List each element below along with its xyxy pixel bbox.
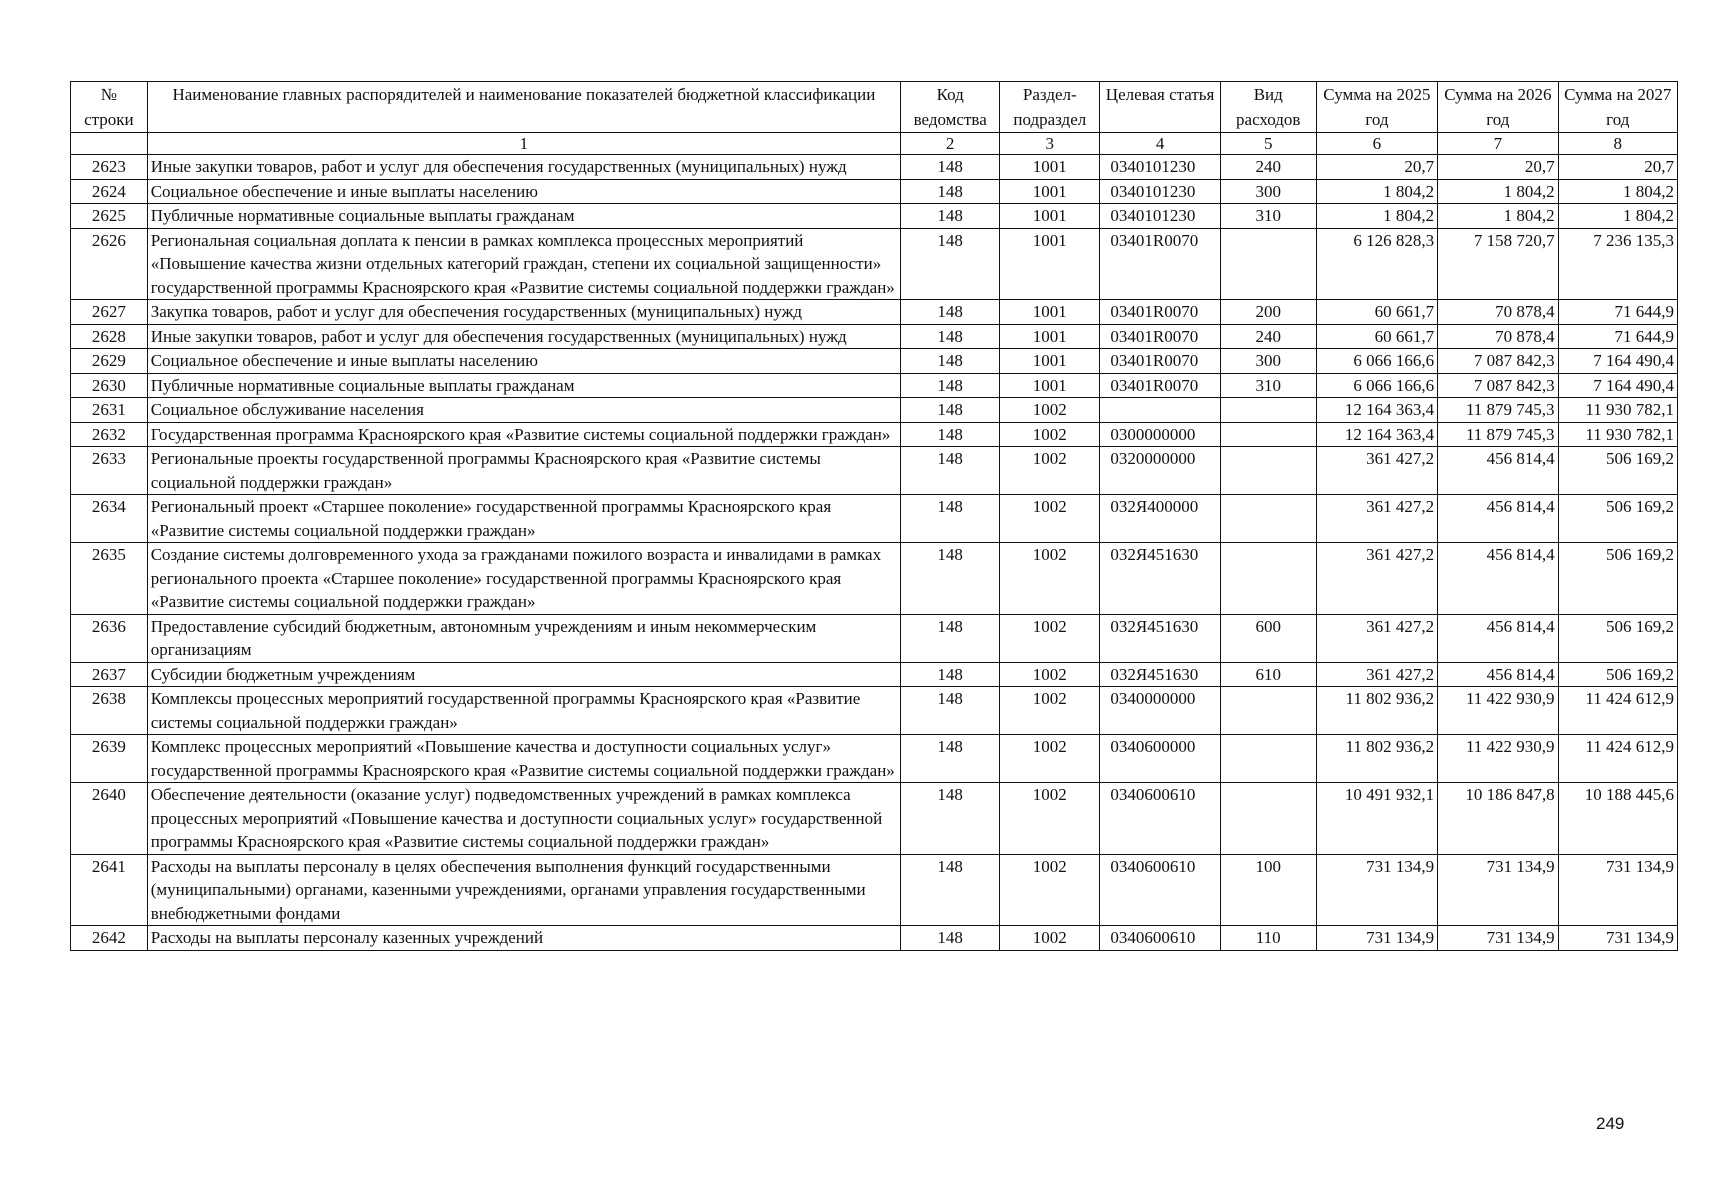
expense-type-cell: 310 bbox=[1220, 373, 1316, 398]
sum-2025-cell: 731 134,9 bbox=[1316, 926, 1437, 951]
name-cell: Публичные нормативные социальные выплаты гражданам bbox=[147, 373, 900, 398]
row-number-cell: 2628 bbox=[71, 324, 148, 349]
name-cell: Расходы на выплаты персоналу казенных учреждений bbox=[147, 926, 900, 951]
sum-2025-cell: 6 126 828,3 bbox=[1316, 228, 1437, 300]
sum-2027-cell: 731 134,9 bbox=[1558, 926, 1677, 951]
table-row bbox=[71, 662, 1678, 687]
expense-type-cell bbox=[1220, 495, 1316, 543]
sum-2026-cell: 731 134,9 bbox=[1438, 926, 1558, 951]
expense-type-cell: 600 bbox=[1220, 614, 1316, 662]
section-cell: 1001 bbox=[1000, 373, 1100, 398]
section-cell: 1002 bbox=[1000, 687, 1100, 735]
expense-type-cell: 100 bbox=[1220, 854, 1316, 926]
table-row bbox=[71, 373, 1678, 398]
row-number-cell: 2630 bbox=[71, 373, 148, 398]
name-cell: Государственная программа Красноярского края «Развитие системы социальной поддержки граждан» bbox=[147, 422, 900, 447]
sum-2025-cell: 12 164 363,4 bbox=[1316, 422, 1437, 447]
row-number-cell: 2629 bbox=[71, 349, 148, 374]
sum-2026-cell: 1 804,2 bbox=[1438, 204, 1558, 229]
row-number-cell: 2631 bbox=[71, 398, 148, 423]
sum-2026-cell: 10 186 847,8 bbox=[1438, 783, 1558, 855]
header-name: Наименование главных распорядителей и наименование показателей бюджетной классификации bbox=[147, 82, 900, 133]
sum-2026-cell: 7 158 720,7 bbox=[1438, 228, 1558, 300]
row-number-cell: 2642 bbox=[71, 926, 148, 951]
section-cell: 1002 bbox=[1000, 614, 1100, 662]
sum-2026-cell: 731 134,9 bbox=[1438, 854, 1558, 926]
expense-type-cell bbox=[1220, 543, 1316, 615]
department-code-cell: 148 bbox=[901, 783, 1000, 855]
name-cell: Предоставление субсидий бюджетным, автономным учреждениям и иным некоммерческим организациям bbox=[147, 614, 900, 662]
expense-type-cell: 240 bbox=[1220, 155, 1316, 180]
department-code-cell: 148 bbox=[901, 495, 1000, 543]
expense-type-cell bbox=[1220, 447, 1316, 495]
sum-2026-cell: 11 879 745,3 bbox=[1438, 398, 1558, 423]
department-code-cell: 148 bbox=[901, 324, 1000, 349]
sum-2027-cell: 7 236 135,3 bbox=[1558, 228, 1677, 300]
department-code-cell: 148 bbox=[901, 373, 1000, 398]
department-code-cell: 148 bbox=[901, 228, 1000, 300]
table-body bbox=[71, 155, 1678, 951]
header-expense-type: Вид расходов bbox=[1220, 82, 1316, 133]
sum-2027-cell: 1 804,2 bbox=[1558, 179, 1677, 204]
row-number-cell: 2625 bbox=[71, 204, 148, 229]
sum-2025-cell: 6 066 166,6 bbox=[1316, 373, 1437, 398]
column-number: 1 bbox=[147, 133, 900, 155]
sum-2026-cell: 11 879 745,3 bbox=[1438, 422, 1558, 447]
sum-2027-cell: 506 169,2 bbox=[1558, 614, 1677, 662]
section-cell: 1002 bbox=[1000, 783, 1100, 855]
sum-2026-cell: 70 878,4 bbox=[1438, 324, 1558, 349]
expense-type-cell: 300 bbox=[1220, 179, 1316, 204]
row-number-cell: 2637 bbox=[71, 662, 148, 687]
row-number-cell: 2633 bbox=[71, 447, 148, 495]
department-code-cell: 148 bbox=[901, 422, 1000, 447]
department-code-cell: 148 bbox=[901, 854, 1000, 926]
sum-2027-cell: 506 169,2 bbox=[1558, 662, 1677, 687]
header-row bbox=[71, 82, 1678, 133]
sum-2026-cell: 11 422 930,9 bbox=[1438, 687, 1558, 735]
section-cell: 1002 bbox=[1000, 543, 1100, 615]
name-cell: Региональные проекты государственной программы Красноярского края «Развитие системы социальной поддержки граждан» bbox=[147, 447, 900, 495]
sum-2027-cell: 1 804,2 bbox=[1558, 204, 1677, 229]
target-article-cell: 03401R0070 bbox=[1100, 373, 1220, 398]
sum-2025-cell: 20,7 bbox=[1316, 155, 1437, 180]
name-cell: Субсидии бюджетным учреждениям bbox=[147, 662, 900, 687]
sum-2027-cell: 11 930 782,1 bbox=[1558, 398, 1677, 423]
table-row bbox=[71, 926, 1678, 951]
column-number: 8 bbox=[1558, 133, 1677, 155]
expense-type-cell bbox=[1220, 783, 1316, 855]
target-article-cell: 0340600610 bbox=[1100, 854, 1220, 926]
column-number: 3 bbox=[1000, 133, 1100, 155]
target-article-cell: 0340000000 bbox=[1100, 687, 1220, 735]
department-code-cell: 148 bbox=[901, 179, 1000, 204]
table-row bbox=[71, 854, 1678, 926]
header-sum-2026: Сумма на 2026 год bbox=[1438, 82, 1558, 133]
department-code-cell: 148 bbox=[901, 204, 1000, 229]
name-cell: Закупка товаров, работ и услуг для обеспечения государственных (муниципальных) нужд bbox=[147, 300, 900, 325]
sum-2025-cell: 11 802 936,2 bbox=[1316, 687, 1437, 735]
row-number-cell: 2634 bbox=[71, 495, 148, 543]
sum-2026-cell: 11 422 930,9 bbox=[1438, 735, 1558, 783]
section-cell: 1002 bbox=[1000, 926, 1100, 951]
sum-2026-cell: 456 814,4 bbox=[1438, 447, 1558, 495]
sum-2025-cell: 361 427,2 bbox=[1316, 447, 1437, 495]
department-code-cell: 148 bbox=[901, 447, 1000, 495]
department-code-cell: 148 bbox=[901, 349, 1000, 374]
name-cell: Комплексы процессных мероприятий государственной программы Красноярского края «Развитие системы социальной поддержки граждан» bbox=[147, 687, 900, 735]
sum-2025-cell: 60 661,7 bbox=[1316, 324, 1437, 349]
sum-2025-cell: 361 427,2 bbox=[1316, 543, 1437, 615]
sum-2026-cell: 20,7 bbox=[1438, 155, 1558, 180]
target-article-cell: 032Я400000 bbox=[1100, 495, 1220, 543]
name-cell: Социальное обслуживание населения bbox=[147, 398, 900, 423]
name-cell: Расходы на выплаты персоналу в целях обеспечения выполнения функций государственными (муниципальными) органами, казенными учреждениями, органами управления государственными внебюджетными фондами bbox=[147, 854, 900, 926]
sum-2026-cell: 70 878,4 bbox=[1438, 300, 1558, 325]
table-row bbox=[71, 543, 1678, 615]
column-number: 7 bbox=[1438, 133, 1558, 155]
sum-2027-cell: 11 424 612,9 bbox=[1558, 687, 1677, 735]
sum-2025-cell: 1 804,2 bbox=[1316, 204, 1437, 229]
target-article-cell: 032Я451630 bbox=[1100, 543, 1220, 615]
name-cell: Обеспечение деятельности (оказание услуг) подведомственных учреждений в рамках комплекса процессных мероприятий «Повышение качества и доступности социальных услуг» государственной программы Красноярского края «Развитие системы социальной поддержки граждан» bbox=[147, 783, 900, 855]
expense-type-cell: 200 bbox=[1220, 300, 1316, 325]
sum-2025-cell: 361 427,2 bbox=[1316, 614, 1437, 662]
department-code-cell: 148 bbox=[901, 735, 1000, 783]
table-row bbox=[71, 324, 1678, 349]
row-number-cell: 2640 bbox=[71, 783, 148, 855]
target-article-cell: 032Я451630 bbox=[1100, 614, 1220, 662]
sum-2027-cell: 71 644,9 bbox=[1558, 300, 1677, 325]
target-article-cell: 0340101230 bbox=[1100, 179, 1220, 204]
section-cell: 1002 bbox=[1000, 854, 1100, 926]
expense-type-cell: 110 bbox=[1220, 926, 1316, 951]
page-number: 249 bbox=[1596, 1114, 1625, 1133]
target-article-cell: 0320000000 bbox=[1100, 447, 1220, 495]
section-cell: 1001 bbox=[1000, 179, 1100, 204]
row-number-cell: 2627 bbox=[71, 300, 148, 325]
target-article-cell: 0340101230 bbox=[1100, 155, 1220, 180]
row-number-cell: 2638 bbox=[71, 687, 148, 735]
sum-2026-cell: 7 087 842,3 bbox=[1438, 349, 1558, 374]
budget-table bbox=[70, 81, 1678, 951]
sum-2026-cell: 1 804,2 bbox=[1438, 179, 1558, 204]
expense-type-cell bbox=[1220, 228, 1316, 300]
target-article-cell: 03401R0070 bbox=[1100, 324, 1220, 349]
column-number-row bbox=[71, 133, 1678, 155]
sum-2026-cell: 456 814,4 bbox=[1438, 495, 1558, 543]
department-code-cell: 148 bbox=[901, 543, 1000, 615]
sum-2027-cell: 20,7 bbox=[1558, 155, 1677, 180]
expense-type-cell: 610 bbox=[1220, 662, 1316, 687]
expense-type-cell bbox=[1220, 687, 1316, 735]
sum-2027-cell: 7 164 490,4 bbox=[1558, 349, 1677, 374]
column-number: 5 bbox=[1220, 133, 1316, 155]
row-number-cell: 2623 bbox=[71, 155, 148, 180]
table-row bbox=[71, 735, 1678, 783]
section-cell: 1001 bbox=[1000, 324, 1100, 349]
table-row bbox=[71, 155, 1678, 180]
sum-2026-cell: 456 814,4 bbox=[1438, 543, 1558, 615]
target-article-cell: 03401R0070 bbox=[1100, 300, 1220, 325]
table-row bbox=[71, 300, 1678, 325]
table-row bbox=[71, 204, 1678, 229]
header-section: Раздел-подраздел bbox=[1000, 82, 1100, 133]
name-cell: Публичные нормативные социальные выплаты гражданам bbox=[147, 204, 900, 229]
sum-2027-cell: 506 169,2 bbox=[1558, 447, 1677, 495]
expense-type-cell bbox=[1220, 422, 1316, 447]
sum-2026-cell: 7 087 842,3 bbox=[1438, 373, 1558, 398]
sum-2025-cell: 11 802 936,2 bbox=[1316, 735, 1437, 783]
sum-2027-cell: 506 169,2 bbox=[1558, 543, 1677, 615]
section-cell: 1002 bbox=[1000, 422, 1100, 447]
expense-type-cell: 310 bbox=[1220, 204, 1316, 229]
department-code-cell: 148 bbox=[901, 687, 1000, 735]
section-cell: 1001 bbox=[1000, 349, 1100, 374]
table-row bbox=[71, 398, 1678, 423]
expense-type-cell: 300 bbox=[1220, 349, 1316, 374]
target-article-cell bbox=[1100, 398, 1220, 423]
header-department-code: Код ведомства bbox=[901, 82, 1000, 133]
department-code-cell: 148 bbox=[901, 300, 1000, 325]
column-number: 4 bbox=[1100, 133, 1220, 155]
name-cell: Иные закупки товаров, работ и услуг для обеспечения государственных (муниципальных) нужд bbox=[147, 324, 900, 349]
row-number-cell: 2632 bbox=[71, 422, 148, 447]
row-number-cell: 2626 bbox=[71, 228, 148, 300]
sum-2025-cell: 10 491 932,1 bbox=[1316, 783, 1437, 855]
header-sum-2027: Сумма на 2027 год bbox=[1558, 82, 1677, 133]
sum-2027-cell: 7 164 490,4 bbox=[1558, 373, 1677, 398]
sum-2026-cell: 456 814,4 bbox=[1438, 662, 1558, 687]
target-article-cell: 0340600610 bbox=[1100, 926, 1220, 951]
name-cell: Социальное обеспечение и иные выплаты населению bbox=[147, 349, 900, 374]
sum-2027-cell: 10 188 445,6 bbox=[1558, 783, 1677, 855]
table-row bbox=[71, 783, 1678, 855]
header-row-number: № строки bbox=[71, 82, 148, 133]
name-cell: Региональная социальная доплата к пенсии в рамках комплекса процессных мероприятий «Повышение качества жизни отдельных категорий граждан, степени их социальной защищенности» государственной программы Красноярского края «Развитие системы социальной поддержки граждан» bbox=[147, 228, 900, 300]
section-cell: 1002 bbox=[1000, 398, 1100, 423]
table-row bbox=[71, 179, 1678, 204]
section-cell: 1002 bbox=[1000, 447, 1100, 495]
expense-type-cell bbox=[1220, 398, 1316, 423]
table-row bbox=[71, 447, 1678, 495]
table-row bbox=[71, 495, 1678, 543]
sum-2027-cell: 731 134,9 bbox=[1558, 854, 1677, 926]
sum-2026-cell: 456 814,4 bbox=[1438, 614, 1558, 662]
column-number: 6 bbox=[1316, 133, 1437, 155]
table-header bbox=[71, 82, 1678, 155]
department-code-cell: 148 bbox=[901, 662, 1000, 687]
department-code-cell: 148 bbox=[901, 926, 1000, 951]
header-sum-2025: Сумма на 2025 год bbox=[1316, 82, 1437, 133]
department-code-cell: 148 bbox=[901, 614, 1000, 662]
name-cell: Комплекс процессных мероприятий «Повышение качества и доступности социальных услуг» государственной программы Красноярского края «Развитие системы социальной поддержки граждан» bbox=[147, 735, 900, 783]
table-row bbox=[71, 614, 1678, 662]
expense-type-cell bbox=[1220, 735, 1316, 783]
expense-type-cell: 240 bbox=[1220, 324, 1316, 349]
sum-2027-cell: 11 930 782,1 bbox=[1558, 422, 1677, 447]
sum-2025-cell: 12 164 363,4 bbox=[1316, 398, 1437, 423]
sum-2027-cell: 11 424 612,9 bbox=[1558, 735, 1677, 783]
row-number-cell: 2635 bbox=[71, 543, 148, 615]
sum-2025-cell: 361 427,2 bbox=[1316, 495, 1437, 543]
target-article-cell: 03401R0070 bbox=[1100, 349, 1220, 374]
target-article-cell: 0300000000 bbox=[1100, 422, 1220, 447]
department-code-cell: 148 bbox=[901, 398, 1000, 423]
target-article-cell: 032Я451630 bbox=[1100, 662, 1220, 687]
sum-2027-cell: 71 644,9 bbox=[1558, 324, 1677, 349]
name-cell: Создание системы долговременного ухода за гражданами пожилого возраста и инвалидами в рамках регионального проекта «Старшее поколение» государственной программы Красноярского края «Развитие системы социальной поддержки граждан» bbox=[147, 543, 900, 615]
row-number-cell: 2624 bbox=[71, 179, 148, 204]
section-cell: 1001 bbox=[1000, 300, 1100, 325]
column-number: 2 bbox=[901, 133, 1000, 155]
budget-document bbox=[70, 81, 1678, 951]
name-cell: Социальное обеспечение и иные выплаты населению bbox=[147, 179, 900, 204]
table-row bbox=[71, 687, 1678, 735]
column-number-blank bbox=[71, 133, 148, 155]
header-target-article: Целевая статья bbox=[1100, 82, 1220, 133]
target-article-cell: 0340101230 bbox=[1100, 204, 1220, 229]
sum-2025-cell: 731 134,9 bbox=[1316, 854, 1437, 926]
row-number-cell: 2639 bbox=[71, 735, 148, 783]
sum-2025-cell: 361 427,2 bbox=[1316, 662, 1437, 687]
row-number-cell: 2636 bbox=[71, 614, 148, 662]
table-row bbox=[71, 228, 1678, 300]
sum-2025-cell: 6 066 166,6 bbox=[1316, 349, 1437, 374]
section-cell: 1001 bbox=[1000, 204, 1100, 229]
sum-2025-cell: 1 804,2 bbox=[1316, 179, 1437, 204]
section-cell: 1001 bbox=[1000, 155, 1100, 180]
table-row bbox=[71, 349, 1678, 374]
table-row bbox=[71, 422, 1678, 447]
department-code-cell: 148 bbox=[901, 155, 1000, 180]
section-cell: 1001 bbox=[1000, 228, 1100, 300]
row-number-cell: 2641 bbox=[71, 854, 148, 926]
target-article-cell: 0340600000 bbox=[1100, 735, 1220, 783]
sum-2025-cell: 60 661,7 bbox=[1316, 300, 1437, 325]
target-article-cell: 0340600610 bbox=[1100, 783, 1220, 855]
name-cell: Иные закупки товаров, работ и услуг для обеспечения государственных (муниципальных) нужд bbox=[147, 155, 900, 180]
section-cell: 1002 bbox=[1000, 735, 1100, 783]
sum-2027-cell: 506 169,2 bbox=[1558, 495, 1677, 543]
section-cell: 1002 bbox=[1000, 662, 1100, 687]
section-cell: 1002 bbox=[1000, 495, 1100, 543]
name-cell: Региональный проект «Старшее поколение» государственной программы Красноярского края «Развитие системы социальной поддержки граждан» bbox=[147, 495, 900, 543]
target-article-cell: 03401R0070 bbox=[1100, 228, 1220, 300]
